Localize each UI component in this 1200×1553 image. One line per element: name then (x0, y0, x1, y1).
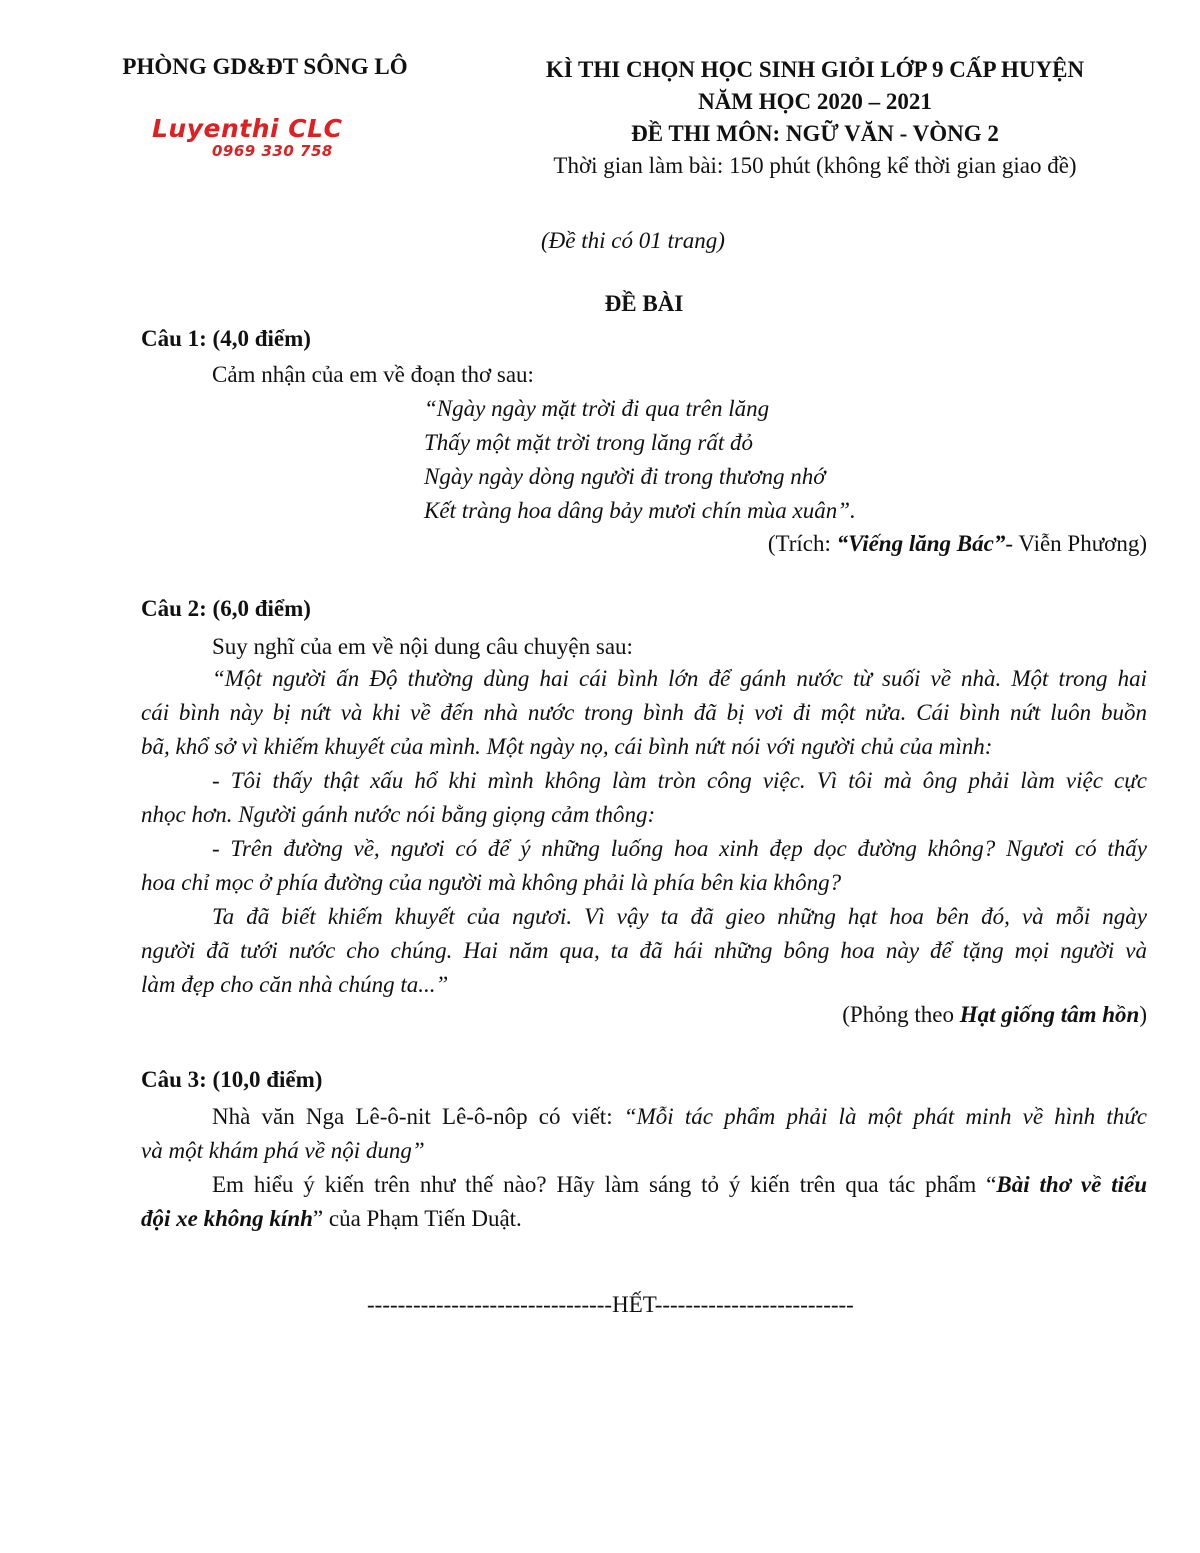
q1-prompt: Cảm nhận của em về đoạn thơ sau: (212, 362, 534, 387)
q1-source-title: “Viếng lăng Bác” (836, 531, 1006, 556)
story-line: - Trên đường về, ngươi có để ý những luống hoa xinh đẹp dọc đường không? Ngươi có thấy (212, 836, 1147, 861)
q3-line3-prefix: Em hiểu ý kiến trên như thế nào? Hãy làm sáng tỏ ý kiến trên qua tác phẩm “ (212, 1172, 997, 1197)
q3-line3-title: Bài thơ về tiểu (996, 1172, 1148, 1197)
page-count-note: (Đề thi có 01 trang) (541, 228, 725, 253)
poem-line: “Ngày ngày mặt trời đi qua trên lăng (424, 396, 770, 421)
q3-line4-title: đội xe không kính (141, 1206, 313, 1231)
q1-heading: Câu 1: (4,0 điểm) (141, 326, 311, 351)
q1-source-suffix: - Viễn Phương) (1005, 531, 1147, 556)
story-line: cái bình này bị nứt và khi về đến nhà nước trong bình đã bị vơi đi một nửa. Cái bình nứt luôn buồn (141, 700, 1147, 725)
q2-source-title: Hạt giống tâm hồn (959, 1002, 1140, 1027)
q3-heading: Câu 3: (10,0 điểm) (141, 1067, 323, 1092)
q3-line4-suffix: ” của Phạm Tiến Duật. (312, 1206, 522, 1231)
q2-source (842, 998, 1147, 1032)
q3-line1-quote: “Mỗi tác phẩm phải là một phát minh về hình thức (623, 1104, 1147, 1129)
story-line: “Một người ấn Độ thường dùng hai cái bình lớn để gánh nước từ suối về nhà. Một trong hai (212, 666, 1147, 691)
q1-source-prefix: (Trích: (767, 531, 837, 556)
end-marker: --------------------------------HẾT-------------------------- (367, 1292, 854, 1317)
q3-line (141, 1100, 1147, 1134)
q2-prompt: Suy nghĩ của em về nội dung câu chuyện sau: (212, 634, 633, 659)
q3-line (141, 1202, 1147, 1236)
exam-title-line1: KÌ THI CHỌN HỌC SINH GIỎI LỚP 9 CẤP HUYỆN (545, 57, 1085, 82)
exam-title-line2: NĂM HỌC 2020 – 2021 (698, 89, 932, 114)
q2-story (141, 662, 1147, 1002)
q3-line (141, 1168, 1147, 1202)
q2-source-suffix: ) (1139, 1002, 1147, 1027)
logo-name: Luyenthi CLC (152, 114, 343, 143)
story-line: Ta đã biết khiếm khuyết của ngươi. Vì vậy ta đã gieo những hạt hoa bên đó, và mỗi ngày (212, 904, 1147, 929)
story-line: - Tôi thấy thật xấu hổ khi mình không làm tròn công việc. Vì tôi mà ông phải làm việc cực (212, 768, 1147, 793)
q3-line: và một khám phá về nội dung” (141, 1138, 425, 1163)
exam-title-block (500, 54, 1130, 182)
q1-source (768, 527, 1147, 561)
q2-source-prefix: (Phỏng theo (842, 1002, 960, 1027)
time-note: Thời gian làm bài: 150 phút (không kể thời gian giao đề) (553, 153, 1077, 178)
q2-heading: Câu 2: (6,0 điểm) (141, 596, 311, 621)
q1-poem (424, 392, 856, 528)
logo (150, 114, 380, 166)
logo-phone: 0969 330 758 (212, 142, 333, 160)
q3-body (141, 1100, 1147, 1236)
section-title: ĐỀ BÀI (604, 291, 684, 316)
poem-line: Thấy một mặt trời trong lăng rất đỏ (424, 430, 753, 455)
poem-line: Ngày ngày dòng người đi trong thương nhớ (424, 464, 826, 489)
story-line: nhọc hơn. Người gánh nước nói bằng giọng cảm thông: (141, 802, 656, 827)
poem-line: Kết tràng hoa dâng bảy mươi chín mùa xuân”. (424, 498, 856, 523)
q3-line1-prefix: Nhà văn Nga Lê-ô-nit Lê-ô-nôp có viết: (212, 1104, 624, 1129)
department-name: PHÒNG GD&ĐT SÔNG LÔ (122, 54, 408, 79)
story-line: làm đẹp cho căn nhà chúng ta...” (141, 972, 449, 997)
story-line: người đã tưới nước cho chúng. Hai năm qua, ta đã hái những bông hoa này để tặng mọi người và (141, 938, 1147, 963)
story-line: hoa chỉ mọc ở phía đường của người mà không phải là phía bên kia không? (141, 870, 842, 895)
exam-title-line3: ĐỀ THI MÔN: NGỮ VĂN - VÒNG 2 (631, 121, 999, 146)
story-line: bã, khổ sở vì khiếm khuyết của mình. Một ngày nọ, cái bình nứt nói với người chủ của mình: (141, 734, 993, 759)
